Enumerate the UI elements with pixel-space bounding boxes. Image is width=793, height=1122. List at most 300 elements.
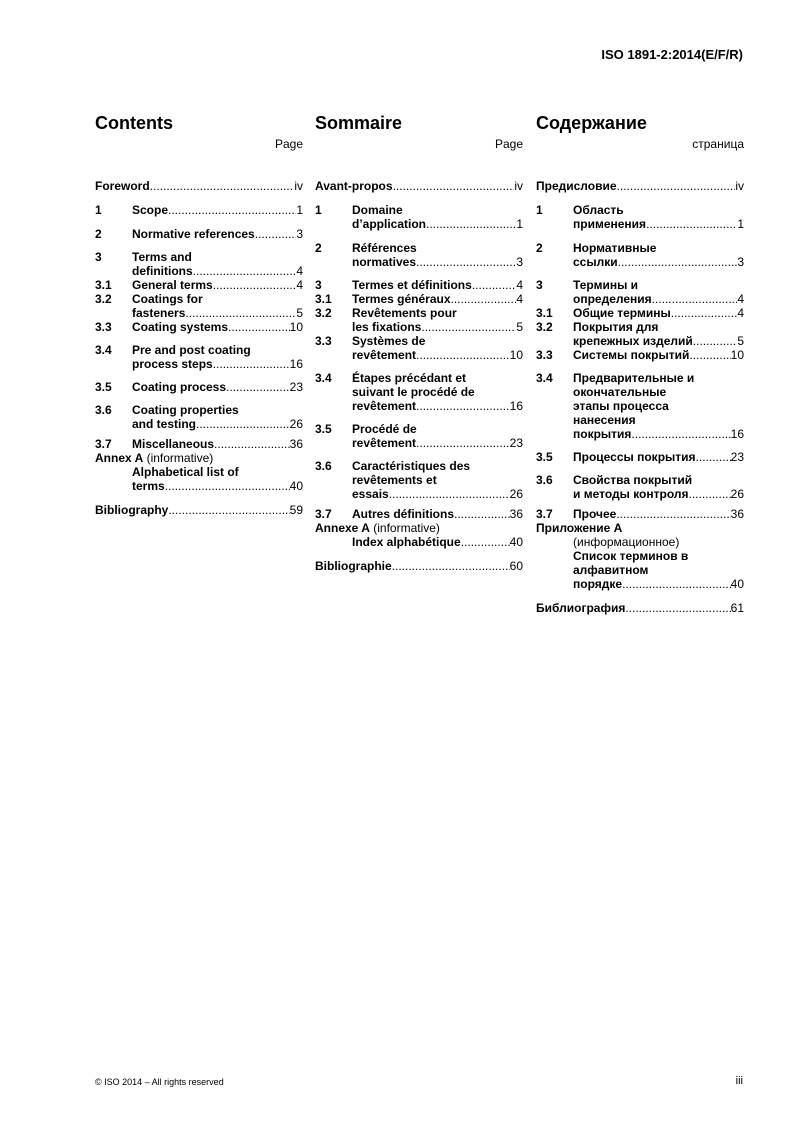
toc-text: Системы покрытий [573,348,690,362]
toc-page-number: 61 [730,601,744,615]
page-label: страница [692,137,744,151]
toc-text-line: Coatings for [132,292,203,306]
toc-text-line: нанесения [573,413,636,427]
dot-leader [461,535,510,549]
dot-leader [165,479,290,493]
dot-leader [213,278,297,292]
toc-text: les fixations [352,320,422,334]
toc-entry-title [573,241,744,269]
toc-page-number: 60 [509,559,523,573]
toc-page-number: 36 [289,437,303,451]
toc-entry-number: 1 [95,203,102,217]
dot-leader [416,348,510,362]
toc-text: Scope [132,203,169,217]
toc-page-number: 36 [509,507,523,521]
toc-entry-number: 3.3 [536,348,553,362]
toc-page-number: 5 [737,334,744,348]
toc-line [352,507,523,521]
toc-entry-annex[interactable] [315,521,523,549]
toc-text: process steps [132,357,213,371]
toc-text: General terms [132,278,213,292]
toc-page-number: 1 [296,203,303,217]
toc-entry-title [352,422,523,450]
toc-text-line: этапы процесса [573,399,669,413]
toc-entry-title [573,306,744,320]
dot-leader [150,179,295,193]
toc-text: Coating systems [132,320,229,334]
toc-column [95,113,303,517]
toc-page-number: 26 [509,487,523,501]
toc-text-line: Покрытия для [573,320,659,334]
copyright-notice: © ISO 2014 – All rights reserved [95,1077,224,1087]
toc-page-number: 10 [509,348,523,362]
toc-entry[interactable] [315,459,523,501]
toc-entry[interactable] [95,403,303,431]
dot-leader [193,264,297,278]
toc-entry[interactable] [315,371,523,413]
toc-entry-number: 3.2 [315,306,332,320]
toc-page-number: 3 [737,255,744,269]
toc-entry-title [573,507,744,521]
dot-leader [693,334,738,348]
toc-text-line: suivant le procédé de [352,385,475,399]
toc-text: Предисловие [536,179,617,193]
toc-line [95,479,303,493]
toc-line [352,399,523,413]
toc-entry-number: 2 [536,241,543,255]
toc-entry-number: 3.3 [95,320,112,334]
toc-line [132,380,303,394]
dot-leader [454,507,510,521]
toc-entry[interactable] [95,292,303,320]
toc-entry[interactable] [95,437,303,451]
toc-entry[interactable] [536,203,744,231]
toc-entry[interactable] [536,348,744,362]
toc-entry-title [573,320,744,348]
toc-text: Foreword [95,179,150,193]
toc-text: Библиография [536,601,626,615]
dot-leader [426,217,516,231]
toc-text: применения [573,217,647,231]
toc-line [132,437,303,451]
toc-line [315,535,523,549]
toc-entry-title [132,250,303,278]
toc-page-number: 16 [730,427,744,441]
toc-text: Bibliography [95,503,169,517]
toc-entry-title [352,334,523,362]
toc-page-number: 23 [289,380,303,394]
toc-text: normatives [352,255,417,269]
column-title: Sommaire [315,113,403,133]
toc-entry-number: 3.5 [536,450,553,464]
toc-text: определения [573,292,652,306]
dot-leader [392,559,510,573]
dot-leader [688,487,730,501]
toc-page-number: 5 [296,306,303,320]
toc-entry[interactable] [536,371,744,441]
toc-page-number: iv [514,179,523,193]
toc-text-line: Область [573,203,624,217]
toc-line [536,179,744,193]
toc-entry-number: 3.4 [95,343,112,357]
toc-entry-number: 3 [95,250,102,264]
toc-line [536,577,744,591]
toc-page-number: 4 [737,306,744,320]
toc-entry-title [132,343,303,371]
dot-leader [214,437,290,451]
toc-text-line: Предварительные и [573,371,695,385]
toc-entry-number: 2 [315,241,322,255]
toc-entry-number: 3.6 [95,403,112,417]
toc-page-number: 4 [296,278,303,292]
toc-entry-number: 1 [315,203,322,217]
toc-entry[interactable] [95,250,303,278]
toc-text: revêtement [352,436,417,450]
toc-line [573,348,744,362]
toc-page-number: 5 [516,320,523,334]
document-id: ISO 1891-2:2014(E/F/R) [601,47,743,62]
toc-page-number: 4 [516,292,523,306]
toc-entry[interactable] [95,380,303,394]
toc-entry-title [352,241,523,269]
toc-page-number: 59 [289,503,303,517]
toc-line [573,427,744,441]
dot-leader [652,292,738,306]
toc-entry[interactable] [536,241,744,269]
toc-text: terms [132,479,165,493]
toc-line [352,292,523,306]
toc-line [132,357,303,371]
toc-entry-number: 3.1 [95,278,112,292]
toc-page-number: 36 [730,507,744,521]
toc-entry[interactable] [315,334,523,362]
toc-line [315,559,523,573]
toc-entry-annex[interactable] [536,521,744,591]
toc-page-number: 26 [730,487,744,501]
toc-text: Avant-propos [315,179,393,193]
toc-text: ссылки [573,255,618,269]
annex-title-line: алфавитном [573,563,649,577]
column-title: Contents [95,113,173,133]
toc-text-line: Pre and post coating [132,343,251,357]
toc-entry[interactable] [536,450,744,464]
toc-text-line: Domaine [352,203,403,217]
toc-text: порядке [573,577,623,591]
toc-entry-title [352,507,523,521]
toc-page-number: iv [735,179,744,193]
toc-entry-number: 3.3 [315,334,332,348]
toc-line [573,306,744,320]
toc-line [352,217,523,231]
toc-entry-title [573,371,744,441]
toc-text: revêtement [352,399,417,413]
toc-line [95,503,303,517]
annex-note: (informative) [146,451,214,465]
toc-entry-annex[interactable] [95,451,303,493]
toc-entry-title [132,203,303,217]
toc-text-line: Revêtements pour [352,306,457,320]
toc-entry[interactable] [315,306,523,334]
toc-line [573,255,744,269]
toc-page-number: 4 [296,264,303,278]
toc-text: крепежных изделий [573,334,693,348]
page-label: Page [274,137,303,151]
toc-entry[interactable] [315,507,523,521]
toc-entry-bibliography[interactable] [95,503,303,517]
toc-entry-title [573,473,744,501]
toc-page-number: 10 [730,348,744,362]
toc-page-number: 40 [730,577,744,591]
toc-entry-number: 3 [536,278,543,292]
toc-entry-title [132,403,303,431]
toc-entry-number: 3.4 [315,371,332,385]
toc-entry-title [573,203,744,231]
toc-entry-title [352,306,523,334]
toc-entry[interactable] [95,278,303,292]
toc-text: Autres définitions [352,507,455,521]
toc-text: Miscellaneous [132,437,215,451]
toc-entry-title [573,450,744,464]
toc-entry-number: 3.5 [315,422,332,436]
toc-line [536,601,744,615]
toc-entry-bibliography[interactable] [315,559,523,573]
annex-note: (информационное) [573,535,680,549]
toc-text-line: Термины и [573,278,639,292]
toc-line [573,217,744,231]
toc-page-number: 10 [289,320,303,334]
dot-leader [228,320,290,334]
toc-page-number: 16 [289,357,303,371]
dot-leader [168,503,289,517]
dot-leader [631,427,730,441]
page-label: Page [494,137,523,151]
toc-entry-foreword[interactable] [536,179,744,193]
dot-leader [389,487,510,501]
toc-line [352,320,523,334]
toc-text-line: Caractéristiques des [352,459,471,473]
toc-entry[interactable] [536,306,744,320]
toc-entry-number: 3.6 [315,459,332,473]
toc-page-number: 26 [289,417,303,431]
toc-page-number: 16 [509,399,523,413]
toc-text-line: Étapes précédant et [352,371,467,385]
toc-text-line: Terms and [132,250,192,264]
toc-entry-number: 2 [95,227,102,241]
toc-line [352,255,523,269]
dot-leader [416,255,516,269]
toc-line [352,348,523,362]
toc-entry[interactable] [95,320,303,334]
toc-text-line: окончательные [573,385,667,399]
toc-text-line: Procédé de [352,422,417,436]
toc-entry-title [132,437,303,451]
toc-page-number: 23 [509,436,523,450]
toc-entry-title [573,278,744,306]
toc-line [132,278,303,292]
toc-entry-number: 3.6 [536,473,553,487]
dot-leader [617,179,736,193]
toc-text: d’application [352,217,427,231]
toc-entry-title [352,459,523,501]
toc-text: Termes généraux [352,292,451,306]
toc-entry-number: 3.7 [315,507,332,521]
dot-leader [416,436,510,450]
column-title: Содержание [536,113,647,133]
dot-leader [689,348,730,362]
toc-entry-title [132,380,303,394]
toc-entry-title [352,203,523,231]
toc-text: and testing [132,417,197,431]
toc-text: и методы контроля [573,487,689,501]
toc-line [315,179,523,193]
annex-heading [536,521,744,535]
toc-entry[interactable] [536,507,744,521]
dot-leader [213,357,290,371]
toc-entry-number: 3.2 [536,320,553,334]
toc-line [95,179,303,193]
toc-list [315,179,523,573]
dot-leader [196,417,290,431]
annex-title-line: Alphabetical list of [132,465,239,479]
toc-entry[interactable] [536,473,744,501]
dot-leader [185,306,296,320]
dot-leader [255,227,297,241]
toc-text: Процессы покрытия [573,450,696,464]
toc-page-number: 40 [289,479,303,493]
toc-page-number: 1 [737,217,744,231]
toc-page-number: 1 [516,217,523,231]
toc-entry-title [352,371,523,413]
dot-leader [393,179,515,193]
toc-entry-number: 3 [315,278,322,292]
toc-page-number: 3 [296,227,303,241]
toc-page-number: 23 [730,450,744,464]
dot-leader [622,577,731,591]
toc-line [352,487,523,501]
toc-text: Index alphabétique [352,535,461,549]
toc-text: Normative references [132,227,255,241]
toc-entry-title [352,278,523,292]
toc-line [352,278,523,292]
toc-entry[interactable] [315,278,523,292]
dot-leader [168,203,296,217]
toc-entry-number: 3.7 [95,437,112,451]
toc-text: definitions [132,264,193,278]
toc-entry-number: 1 [536,203,543,217]
toc-entry[interactable] [536,320,744,348]
toc-line [132,264,303,278]
toc-column [536,113,744,615]
dot-leader [451,292,517,306]
toc-text-line: Systèmes de [352,334,426,348]
toc-entry-number: 3.7 [536,507,553,521]
dot-leader [646,217,737,231]
toc-entry-number: 3.4 [536,371,553,385]
toc-text: revêtement [352,348,417,362]
toc-line [573,450,744,464]
toc-entry-title [132,320,303,334]
annex-label: Annex A [95,451,144,465]
toc-line [132,320,303,334]
annex-label: Annexe A [315,521,370,535]
toc-entry-number: 3.2 [95,292,112,306]
toc-text-line: revêtements et [352,473,437,487]
toc-entry-number: 3.1 [536,306,553,320]
toc-entry[interactable] [315,292,523,306]
dot-leader [618,255,738,269]
toc-entry-title [573,348,744,362]
toc-page-number: 40 [509,535,523,549]
annex-note: (informative) [373,521,440,535]
toc-line [132,203,303,217]
toc-entry-foreword[interactable] [95,179,303,193]
toc-entry-title [352,292,523,306]
toc-entry[interactable] [536,278,744,306]
dot-leader [416,399,510,413]
toc-text: Bibliographie [315,559,392,573]
toc-entry-number: 3.5 [95,380,112,394]
toc-entry-title [132,278,303,292]
toc-entry[interactable] [315,422,523,450]
toc-line [132,306,303,320]
toc-entry-title [132,227,303,241]
dot-leader [472,278,517,292]
toc-entry-foreword[interactable] [315,179,523,193]
toc-entry[interactable] [315,203,523,231]
annex-heading [95,451,303,465]
toc-entry[interactable] [315,241,523,269]
toc-line [132,227,303,241]
toc-line [573,292,744,306]
toc-text-line: Свойства покрытий [573,473,693,487]
toc-page-number: 4 [737,292,744,306]
toc-entry-title [132,292,303,320]
toc-text: Общие термины [573,306,671,320]
toc-page-number: iv [294,179,303,193]
toc-list [95,179,303,517]
toc-text-line: Нормативные [573,241,657,255]
annex-label: Приложение А [536,521,623,535]
toc-line [352,436,523,450]
toc-line [573,487,744,501]
toc-page-number: 4 [516,278,523,292]
toc-line [132,417,303,431]
toc-text-line: Références [352,241,417,255]
dot-leader [421,320,516,334]
dot-leader [696,450,731,464]
toc-entry-number: 3.1 [315,292,332,306]
toc-list [536,179,744,615]
toc-entry-bibliography[interactable] [536,601,744,615]
toc-text: Прочее [573,507,617,521]
toc-text: Coating process [132,380,227,394]
dot-leader [616,507,730,521]
toc-entry[interactable] [95,343,303,371]
toc-entry[interactable] [95,227,303,241]
toc-text: essais [352,487,389,501]
toc-text: покрытия [573,427,632,441]
toc-column [315,113,523,573]
toc-text: fasteners [132,306,186,320]
dot-leader [625,601,730,615]
toc-entry[interactable] [95,203,303,217]
toc-text-line: Coating properties [132,403,239,417]
annex-heading [315,521,523,535]
toc-text: Termes et définitions [352,278,472,292]
page-number: iii [735,1075,743,1087]
toc-page-number: 3 [516,255,523,269]
toc-line [573,507,744,521]
